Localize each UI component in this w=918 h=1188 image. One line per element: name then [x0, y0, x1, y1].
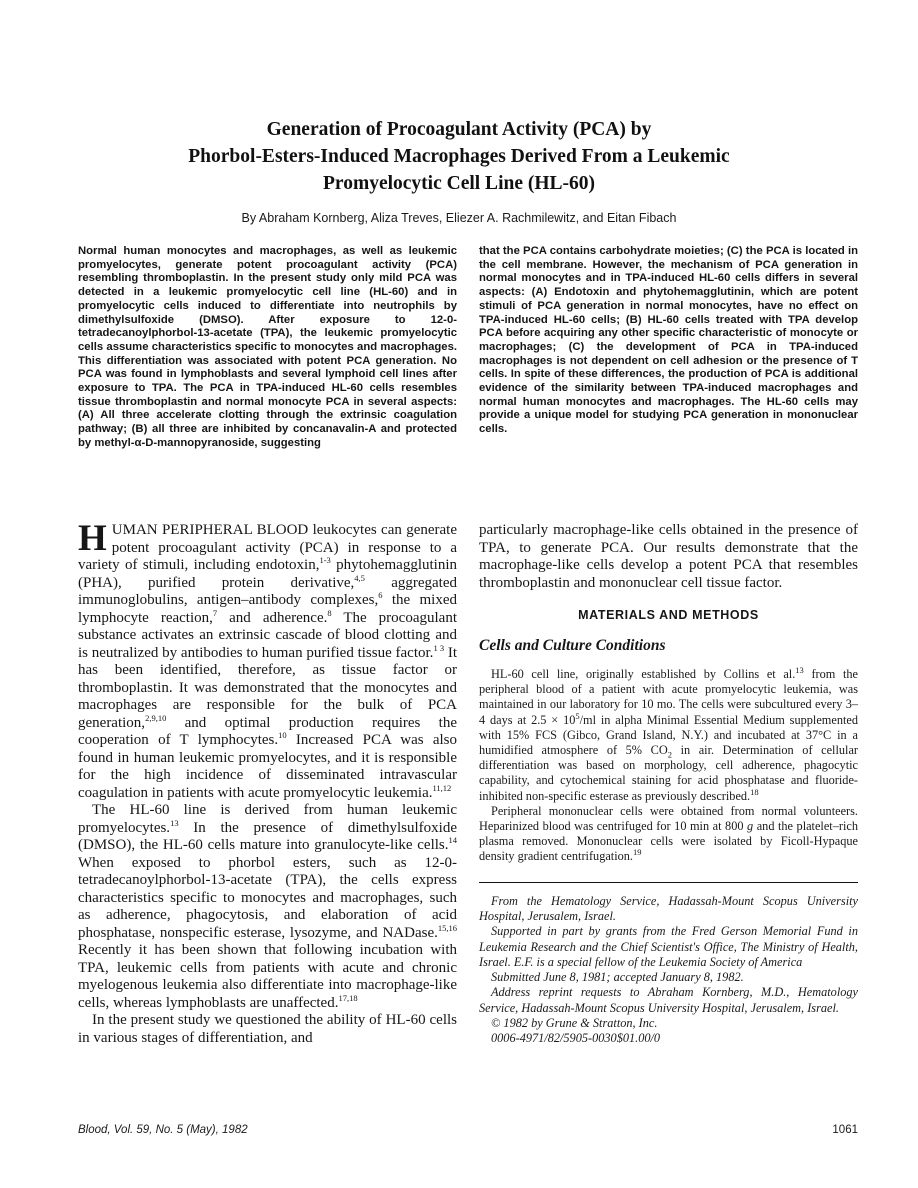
intro-paragraph-3: In the present study we questioned the ability of HL-60 cells in various stages of differentiation, and — [78, 1012, 457, 1046]
methods-paragraph-2: Peripheral mononuclear cells were obtained from normal volunteers. Heparinized blood was centrifuged for 10 min at 800 g and the platelet–rich plasma removed. Mononuclear cells were isolated by Ficoll-Hypaque density gradient centrifugation.$^{19}$ — [479, 803, 858, 864]
materials-and-methods-heading: MATERIALS AND METHODS — [578, 608, 759, 622]
footnote-issn-code: 0006-4971/82/5905-0030$01.00/0 — [491, 1031, 661, 1046]
article-title-line-2: Phorbol-Esters-Induced Macrophages Derived From a Leukemic — [188, 146, 730, 167]
body-right-column — [479, 522, 858, 1047]
article-title-line-3: Promyelocytic Cell Line (HL-60) — [322, 173, 596, 194]
page-number: 1061 — [832, 1124, 858, 1136]
footnote-support: Supported in part by grants from the Fred Gerson Memorial Fund in Leukemia Research and the Chief Scientist's Office, The Ministry of Health, Israel. E.F. is a special fellow of the Leukemia Society of America — [479, 924, 858, 969]
dropcap-letter: H — [78, 518, 107, 559]
byline: By Abraham Kornberg, Aliza Treves, Eliezer A. Rachmilewitz, and Eitan Fibach — [241, 211, 677, 225]
article-title-line-1: Generation of Procoagulant Activity (PCA) by — [266, 119, 652, 140]
footnote-copyright: © 1982 by Grune & Stratton, Inc. — [491, 1016, 658, 1031]
footnote-divider — [479, 882, 858, 883]
intro-paragraph-1 — [78, 518, 458, 802]
abstract-left-column: Normal human monocytes and macrophages, as well as leukemic promyelocytes, generate potent procoagulant activity (PCA) resembling thromboplastin. In the present study only mild PCA was detected in a leukemic promyelocytic cell line (HL-60) and in promyelocytic cells induced to differentiate into neutrophils by dimethylsulfoxide (DMSO). After exposure to 12-0-tetradecanoylphorbol-13-acetate (TPA), the leukemic promyelocytic cells assume characteristics specific to monocytes and macrophages. This differentiation was associated with potent PCA generation. No PCA was found in lymphoblasts and several lymphoid cell lines after exposure to TPA. The PCA in TPA-induced HL-60 cells resembles tissue thromboplastin and normal monocyte PCA in several aspects: (A) All three accelerate clotting through the extrinsic coagulation pathway; (B) all three are inhibited by concanavalin-A and protected by methyl-α-D-mannopyranoside, suggesting — [78, 245, 457, 449]
body-columns — [78, 518, 859, 1047]
abstract-right-column: that the PCA contains carbohydrate moieties; (C) the PCA is located in the cell membrane. However, the mechanism of PCA generation in normal monocytes and in TPA-induced HL-60 cells differs in several aspects: (A) Endotoxin and phytohemagglutinin, which are potent stimuli of PCA generation in normal monocytes, have no effect on TPA-induced HL-60 cells; (B) HL-60 cells treated with TPA develop PCA before acquiring any other specific characteristic of monocyte or macrophages; (C) the development of PCA in TPA-induced macrophages is not dependent on cell adhesion or the presence of T cells. In spite of these differences, the production of PCA is additional evidence of the similarity between TPA-induced macrophages and normal human monocytes and macrophages. The HL-60 cells may provide a unique model for studying PCA generation in mononuclear cells. — [479, 245, 858, 436]
cells-and-culture-subheading: Cells and Culture Conditions — [479, 637, 666, 654]
footnote-affiliation: From the Hematology Service, Hadassah-Mount Scopus University Hospital, Jerusalem, Israel. — [479, 893, 858, 923]
intro-paragraph-4: particularly macrophage-like cells obtained in the presence of TPA, to generate PCA. Our results demonstrate that the macrophage-like cells develop a potent PCA that resembles thromboplastin and mononuclear cell tissue factor. — [479, 522, 858, 591]
footnote-submitted: Submitted June 8, 1981; accepted January 8, 1982. — [491, 970, 744, 985]
abstract — [78, 245, 858, 451]
body-left-column — [78, 518, 458, 1047]
intro-paragraph-2: The HL-60 line is derived from human leukemic promyelocytes.$^{13}$ In the presence of dimethylsulfoxide (DMSO), the HL-60 cells mature into granulocyte-like cells.$^{14}$ When exposed to phorbol esters, such as 12-0-tetradecanoylphorbol-13-acetate (TPA), the cells express characteristics specific to monocytes and macrophages, such as adherence, phagocytosis, and elaboration of acid phosphatase, nonspecific esterase, lysozyme, and NADase.$^{15,16}$ Recently it has been shown that following incubation with TPA, leukemic cells from patients with acute and chronic myelogenous leukemia also differentiate into macrophage-like cells, whereas lymphoblasts are unaffected.$^{17,18}$ — [78, 802, 457, 1011]
methods-paragraph-1: HL-60 cell line, originally established by Collins et al.$^{13}$ from the peripheral blood of a patient with acute promyelocytic leukemia, was maintained in our laboratory for 10 mo. The cells were subcultured every 3–4 days at $2.5 \times 10^5/ml$ in alpha Minimal Essential Medium supplemented with 15% FCS (Gibco, Grand Island, N.Y.) and incubated at 37°C in a humidified atmosphere of 5% $CO_2$ in air. Determination of cellular differentiation was based on morphology, cell adherence, phagocytic capability, and cytochemical staining for acid phosphatase and fluoride-inhibited non-specific esterase as previously described.$^{18}$ — [479, 664, 859, 803]
article-title — [0, 116, 918, 197]
intro-paragraph-1-text: UMAN PERIPHERAL BLOOD leukocytes can generate potent procoagulant activity (PCA) in response to a variety of stimuli, including endotoxin,$^{1-3}$ phytohemagglutinin (PHA), purified protein derivative,$^{4,5}$ aggregated immunoglobulins, antigen–antibody complexes,$^6$ the mixed lymphocyte reaction,$^7$ and adherence.$^8$ The procoagulant substance activates an extrinsic cascade of blood clotting and is neutralized by antibodies to human purified tissue factor.$^{1 3}$ It has been identified, therefore, as tissue factor or thromboplastin. It was demonstrated that the monocytes and macrophages are responsible for the bulk of PCA generation,$^{2,9,10}$ and optimal production requires the cooperation of T lymphocytes.$^{10}$ Increased PCA was also found in human leukemic promyelocytes, and it is responsible for the high incidence of disseminated intravascular coagulation in patients with acute promyelocytic leukemia.$^{11,12}$ — [78, 522, 458, 801]
footnote-reprints: Address reprint requests to Abraham Kornberg, M.D., Hematology Service, Hadassah-Mount Scopus University Hospital, Jerusalem, Israel. — [479, 985, 858, 1015]
journal-citation-footer: Blood, Vol. 59, No. 5 (May), 1982 — [78, 1124, 248, 1136]
